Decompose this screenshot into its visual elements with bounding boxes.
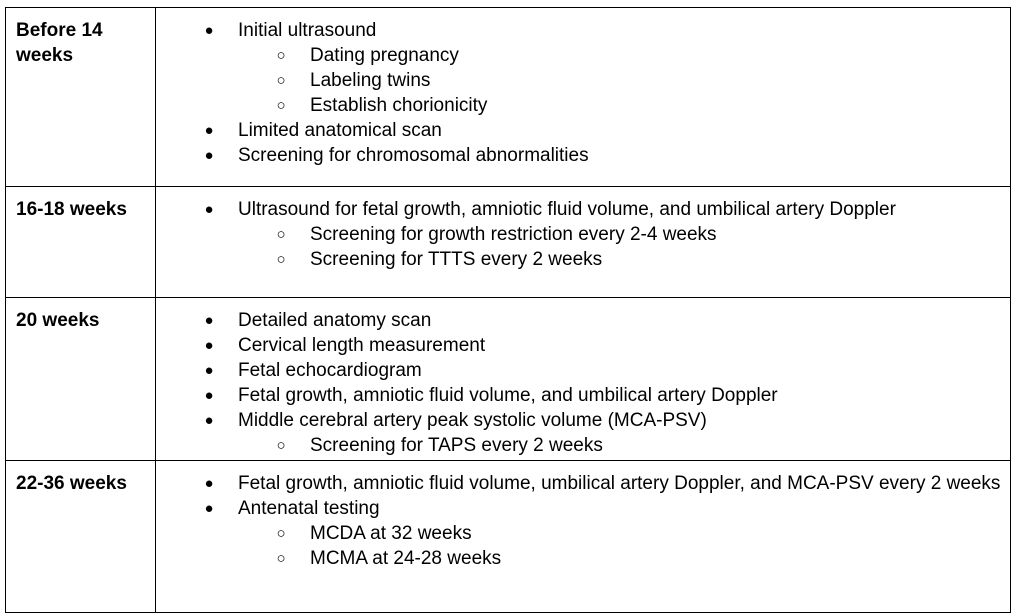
list-item: [156, 471, 1006, 496]
hollow-bullet-icon: ○: [276, 525, 286, 542]
list-item-text: Screening for chromosomal abnormalities: [238, 145, 589, 166]
period-label: Before 14 weeks: [16, 20, 103, 66]
sub-list-item: [156, 43, 1006, 68]
hollow-bullet-icon: ○: [276, 550, 286, 567]
bullet-icon: ●: [204, 337, 214, 354]
hollow-bullet-icon: ○: [276, 47, 286, 64]
list-item-text: Fetal growth, amniotic fluid volume, and umbilical artery Doppler: [238, 385, 778, 406]
sub-list-item: [156, 546, 1006, 571]
list-item: [156, 333, 1006, 358]
bullet-icon: ●: [204, 201, 214, 218]
hollow-bullet-icon: ○: [276, 226, 286, 243]
period-cell: [6, 461, 156, 613]
bullet-icon: ●: [204, 147, 214, 164]
sub-list-item-text: Screening for TAPS every 2 weeks: [310, 435, 603, 456]
bullet-list: [156, 308, 1006, 458]
period-cell: [6, 8, 156, 187]
content-cell: [156, 298, 1011, 461]
content-cell: [156, 461, 1011, 613]
bullet-icon: ●: [204, 412, 214, 429]
list-item: [156, 18, 1006, 118]
list-item: [156, 308, 1006, 333]
list-item-text: Middle cerebral artery peak systolic volume (MCA-PSV): [238, 410, 707, 431]
bullet-icon: ●: [204, 312, 214, 329]
period-cell: [6, 187, 156, 298]
list-item: [156, 143, 1006, 168]
period-cell: [6, 298, 156, 461]
list-item: [156, 383, 1006, 408]
hollow-bullet-icon: ○: [276, 72, 286, 89]
bullet-icon: ●: [204, 362, 214, 379]
sub-list-item-text: Dating pregnancy: [310, 45, 459, 66]
content-cell: [156, 187, 1011, 298]
sub-list-item: [156, 433, 1006, 458]
bullet-icon: ●: [204, 22, 214, 39]
sub-list-item-text: Screening for TTTS every 2 weeks: [310, 249, 603, 270]
sub-list-item-text: Screening for growth restriction every 2-4 weeks: [310, 224, 717, 245]
ultrasound-schedule-table: [5, 7, 1011, 613]
bullet-icon: ●: [204, 475, 214, 492]
period-label: 20 weeks: [16, 310, 100, 331]
content-cell: [156, 8, 1011, 187]
list-item-text: Ultrasound for fetal growth, amniotic fluid volume, and umbilical artery Doppler: [238, 199, 896, 220]
table-row: [6, 461, 1011, 613]
list-item: [156, 408, 1006, 458]
sub-list-item-text: MCMA at 24-28 weeks: [310, 548, 502, 569]
period-label: 16-18 weeks: [16, 199, 127, 220]
table-row: [6, 8, 1011, 187]
bullet-icon: ●: [204, 387, 214, 404]
sub-bullet-list: [238, 43, 1006, 118]
list-item-text: Limited anatomical scan: [238, 120, 442, 141]
sub-list-item: [156, 247, 1006, 272]
bullet-list: [156, 197, 1006, 272]
list-item-text: Initial ultrasound: [238, 20, 377, 41]
list-item-text: Antenatal testing: [238, 498, 380, 519]
hollow-bullet-icon: ○: [276, 437, 286, 454]
sub-list-item-text: Establish chorionicity: [310, 95, 488, 116]
list-item: [156, 496, 1006, 571]
bullet-icon: ●: [204, 500, 214, 517]
hollow-bullet-icon: ○: [276, 251, 286, 268]
hollow-bullet-icon: ○: [276, 97, 286, 114]
bullet-list: [156, 471, 1006, 571]
period-label: 22-36 weeks: [16, 473, 127, 494]
sub-list-item: [156, 521, 1006, 546]
list-item: [156, 358, 1006, 383]
sub-list-item: [156, 93, 1006, 118]
list-item-text: Cervical length measurement: [238, 335, 486, 356]
list-item: [156, 118, 1006, 143]
list-item: [156, 197, 1006, 272]
sub-list-item-text: MCDA at 32 weeks: [310, 523, 472, 544]
sub-bullet-list: [238, 222, 1006, 272]
list-item-text: Fetal echocardiogram: [238, 360, 422, 381]
sub-list-item: [156, 68, 1006, 93]
sub-bullet-list: [238, 433, 1006, 458]
list-item-text: Fetal growth, amniotic fluid volume, umbilical artery Doppler, and MCA-PSV every 2 weeks: [238, 473, 1001, 494]
table-row: [6, 298, 1011, 461]
bullet-list: [156, 18, 1006, 168]
sub-bullet-list: [238, 521, 1006, 571]
table-row: [6, 187, 1011, 298]
sub-list-item: [156, 222, 1006, 247]
list-item-text: Detailed anatomy scan: [238, 310, 432, 331]
bullet-icon: ●: [204, 122, 214, 139]
sub-list-item-text: Labeling twins: [310, 70, 431, 91]
